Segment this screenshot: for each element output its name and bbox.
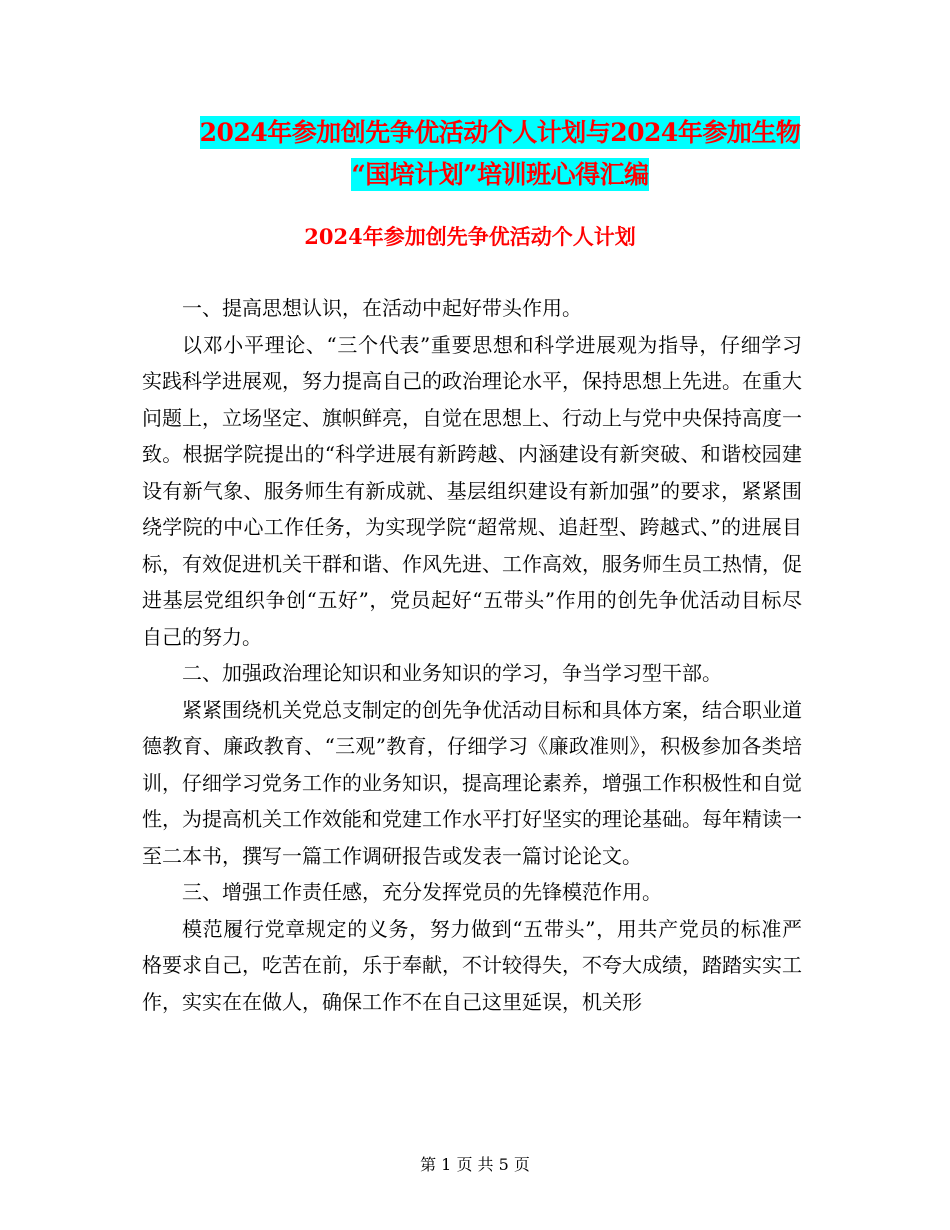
page-footer: 第 1 页 共 5 页 xyxy=(420,1155,530,1174)
paragraph: 以邓小平理论、“三个代表”重要思想和科学进展观为指导，仔细学习实践科学进展观，努力提高自己的政治理论水平，保持思想上先进。在重大问题上，立场坚定、旗帜鲜亮，自觉在思想上、行动上与党中央保持高度一致。根据学院提出的“科学进展有新跨越、内涵建设有新突破、和谐校园建设有新气象、服务师生有新成就、基层组织建设有新加强”的要求，紧紧围绕学院的中心工作任务，为实现学院“超常规、追赶型、跨越式、”的进展目标，有效促进机关干群和谐、作风先进、工作高效，服务师生员工热情，促进基层党组织争创“五好”，党员起好“五带头”作用的创先争优活动目标尽自己的努力。 xyxy=(142,332,802,649)
paragraph: 紧紧围绕机关党总支制定的创先争优活动目标和具体方案，结合职业道德教育、廉政教育、“三观”教育，仔细学习《廉政准则》，积极参加各类培训，仔细学习党务工作的业务知识，提高理论素养，增强工作积极性和自觉性，为提高机关工作效能和党建工作水平打好坚实的理论基础。每年精读一至二本书，撰写一篇工作调研报告或发表一篇讨论论文。 xyxy=(142,697,802,868)
paragraph: 模范履行党章规定的义务，努力做到“五带头”，用共产党员的标准严格要求自己，吃苦在前，乐于奉献，不计较得失，不夸大成绩，踏踏实实工作，实实在在做人，确保工作不在自己这里延误，机关形 xyxy=(142,916,802,1014)
paragraph-heading-1: 一、提高思想认识，在活动中起好带头作用。 xyxy=(182,296,582,320)
document-body xyxy=(142,290,802,1020)
document-title-line-1: 2024年参加创先争优活动个人计划与2024年参加生物 xyxy=(199,118,801,147)
document-title-line-2: “国培计划”培训班心得汇编 xyxy=(351,160,649,189)
document-title xyxy=(140,112,860,196)
paragraph-heading-3: 三、增强工作责任感，充分发挥党员的先锋模范作用。 xyxy=(182,880,662,904)
section-title: 2024年参加创先争优活动个人计划 xyxy=(304,224,636,249)
paragraph-heading-2: 二、加强政治理论知识和业务知识的学习，争当学习型干部。 xyxy=(182,661,722,685)
